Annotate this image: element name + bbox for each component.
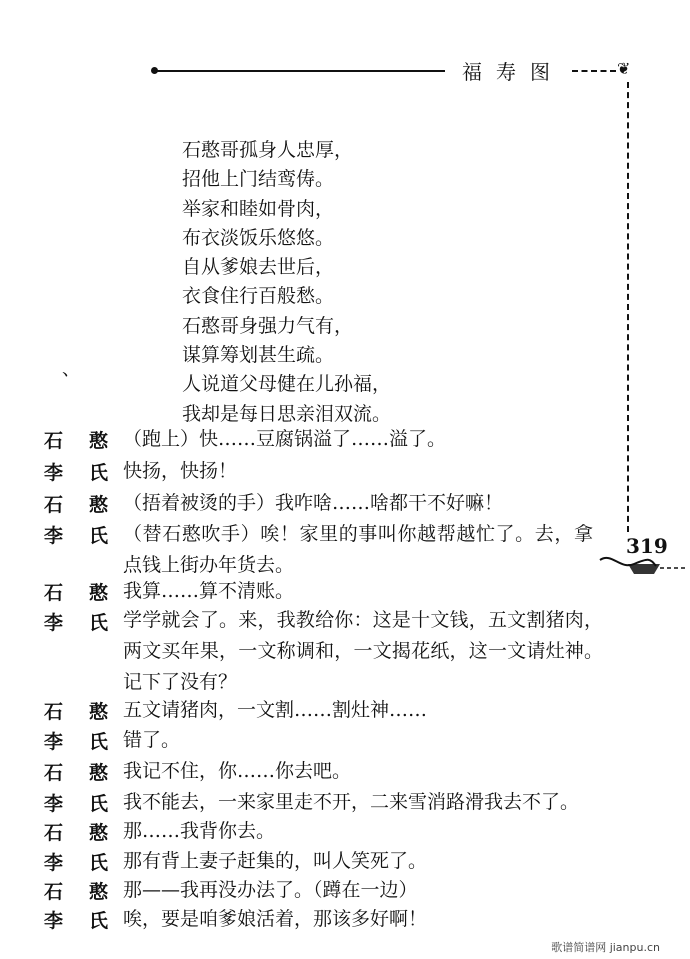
speaker-name: 石 憨 — [44, 430, 109, 452]
speaker-name: 石 憨 — [44, 762, 109, 784]
speaker-name: 李 氏 — [44, 462, 109, 484]
speaker-name: 石 憨 — [44, 582, 109, 604]
dialogue-line: 学学就会了。来，我教给你：这是十文钱，五文割猪肉，两文买年果，一文称调和，一文揭花纸，这一文请灶神。记下了没有？ — [123, 609, 603, 693]
page-number: 319 — [626, 534, 668, 558]
header-rule-left — [155, 70, 445, 72]
dialogue-line: （捂着被烫的手）我咋啥……啥都干不好嘛！ — [123, 492, 504, 514]
dialogue-line: 那……我背你去。 — [123, 820, 276, 842]
speaker-name: 李 氏 — [44, 910, 109, 932]
dialogue-line: 唉，要是咱爹娘活着，那该多好啊！ — [123, 908, 428, 930]
verse-line: 自从爹娘去世后， — [182, 256, 335, 279]
dialogue-line: （跑上）快……豆腐锅溢了……溢了。 — [123, 428, 447, 450]
speaker-name: 石 憨 — [44, 881, 109, 903]
speaker-name: 石 憨 — [44, 494, 109, 516]
wave-ornament-icon — [598, 552, 688, 576]
dialogue-line: 错了。 — [123, 729, 181, 751]
verse-line: 我却是每日思亲泪双流。 — [182, 402, 392, 425]
speaker-name: 李 氏 — [44, 852, 109, 874]
speaker-name: 李 氏 — [44, 612, 109, 634]
site-watermark: 歌谱简谱网 jianpu.cn — [551, 941, 660, 954]
speaker-name: 石 憨 — [44, 822, 109, 844]
verse-line: 石憨哥孤身人忠厚， — [182, 139, 354, 161]
speaker-name: 石 憨 — [44, 701, 109, 723]
verse-line: 举家和睦如骨肉， — [182, 197, 335, 220]
dialogue-line: 那有背上妻子赶集的，叫人笑死了。 — [123, 850, 428, 872]
dialogue-line: 那——我再没办法了。（蹲在一边） — [123, 879, 418, 901]
header-rule-right — [572, 70, 616, 72]
corner-ornament-icon: ❦ — [617, 59, 631, 78]
running-title: 福寿图 — [462, 60, 564, 84]
speaker-name: 李 氏 — [44, 731, 109, 753]
dialogue-line: 我算……算不清账。 — [123, 580, 295, 602]
verse-line: 布衣淡饭乐悠悠。 — [182, 226, 335, 249]
dialogue-line: （替石憨吹手）唉！家里的事叫你越帮越忙了。去，拿点钱上街办年货去。 — [123, 523, 593, 576]
dialogue-line: 快扬，快扬！ — [123, 460, 238, 482]
verse-line: 人说道父母健在儿孙福， — [182, 373, 392, 396]
verse-line: 谋算筹划甚生疏。 — [182, 344, 335, 367]
stray-mark: 、 — [62, 359, 80, 380]
verse-line: 石憨哥身强力气有， — [182, 314, 354, 337]
speaker-name: 李 氏 — [44, 793, 109, 815]
speaker-name: 李 氏 — [44, 525, 109, 547]
dialogue-line: 我不能去，一来家里走不开，二来雪消路滑我去不了。 — [123, 791, 580, 813]
dialogue-line: 我记不住，你……你去吧。 — [123, 760, 352, 782]
verse-block — [182, 136, 391, 429]
margin-dashed-rule — [627, 82, 629, 532]
verse-line: 衣食住行百般愁。 — [182, 285, 335, 308]
dialogue-line: 五文请猪肉，一文割……割灶神…… — [123, 699, 428, 721]
verse-line: 招他上门结鸾俦。 — [182, 168, 335, 191]
